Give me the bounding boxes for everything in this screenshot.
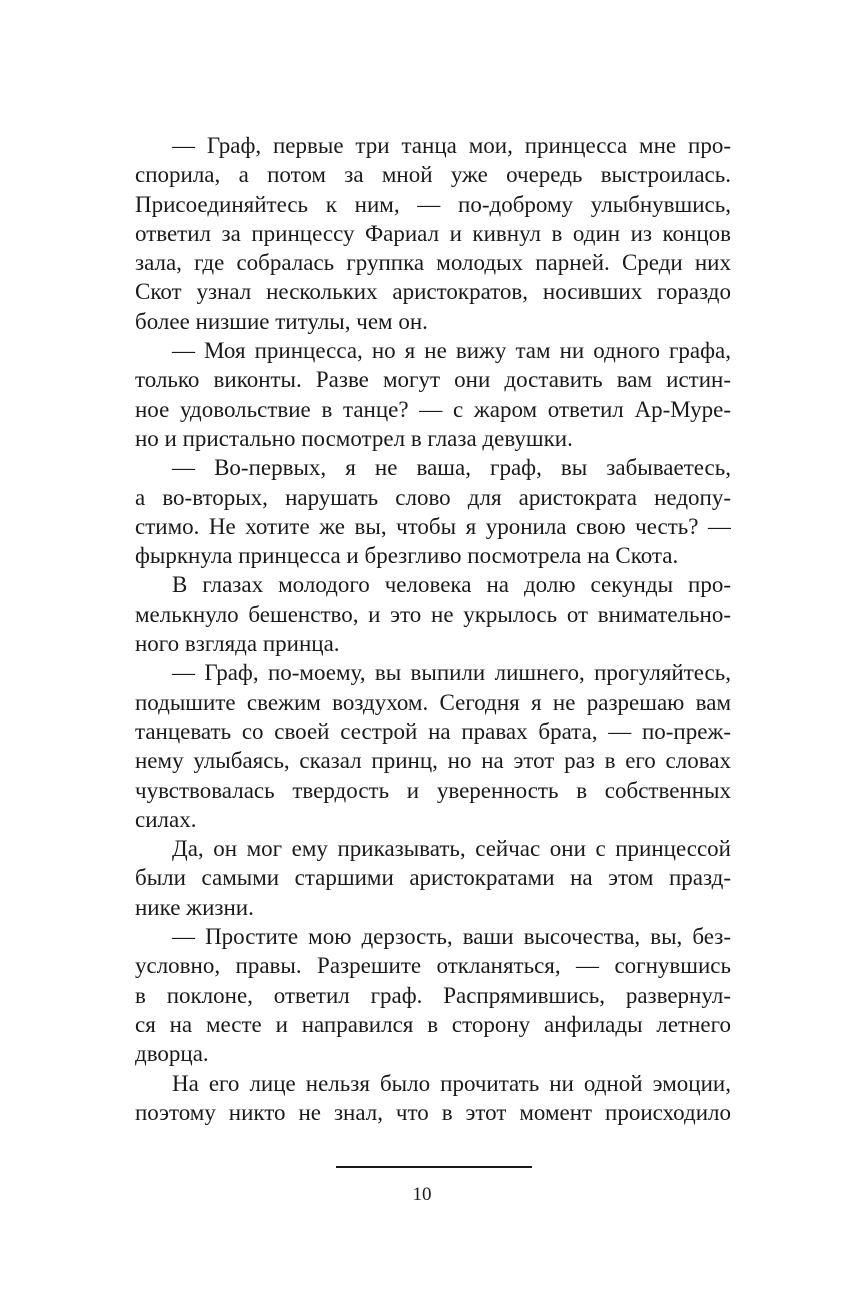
text-line: но и пристально посмотрел в глаза девушки. bbox=[135, 425, 573, 451]
text-line: ся на месте и направился в сторону анфилады летнего bbox=[135, 1011, 731, 1037]
text-line: а во-вторых, нарушать слово для аристократа недопу- bbox=[135, 484, 731, 510]
text-line: только виконты. Разве могут они доставить вам истин- bbox=[135, 367, 731, 393]
footer-rule bbox=[336, 1166, 532, 1168]
text-line: нему улыбаясь, сказал принц, но на этот раз в его словах bbox=[135, 748, 731, 774]
text-line: чувствовалась твердость и уверенность в собственных bbox=[135, 777, 731, 803]
text-line: ного взгляда принца. bbox=[135, 631, 340, 657]
text-line: Да, он мог ему приказывать, сейчас они с принцессой bbox=[172, 836, 731, 862]
text-line: зала, где собралась группка молодых парней. Среди них bbox=[135, 250, 731, 276]
text-line: ное удовольствие в танце? — с жаром ответил Ар-Муре- bbox=[135, 396, 731, 422]
text-line: условно, правы. Разрешите откланяться, — согнувшись bbox=[135, 953, 731, 979]
text-line: стимо. Не хотите же вы, чтобы я уронила свою честь? — bbox=[135, 513, 731, 539]
text-line: Скот узнал нескольких аристократов, носивших гораздо bbox=[135, 279, 731, 305]
text-line: Присоединяйтесь к ним, — по-доброму улыбнувшись, bbox=[135, 191, 731, 217]
body-text bbox=[135, 131, 731, 1127]
text-line: были самыми старшими аристократами на этом празд- bbox=[135, 865, 731, 891]
page-number: 10 bbox=[412, 1184, 432, 1205]
text-line: В глазах молодого человека на долю секунды про- bbox=[172, 572, 731, 598]
text-line: подышите свежим воздухом. Сегодня я не разрешаю вам bbox=[135, 689, 731, 715]
text-line: — Граф, по-моему, вы выпили лишнего, прогуляйтесь, bbox=[172, 660, 731, 686]
text-line: поэтому никто не знал, что в этот момент происходило bbox=[135, 1099, 731, 1125]
text-line: спорила, а потом за мной уже очередь выстроилась. bbox=[135, 162, 731, 188]
text-line: — Простите мою дерзость, ваши высочества, вы, без- bbox=[172, 924, 731, 950]
text-line: — Во-первых, я не ваша, граф, вы забываетесь, bbox=[172, 455, 731, 481]
text-line: На его лице нельзя было прочитать ни одной эмоции, bbox=[172, 1070, 731, 1096]
text-line: фыркнула принцесса и брезгливо посмотрела на Скота. bbox=[135, 543, 679, 569]
text-line: — Граф, первые три танца мои, принцесса мне про- bbox=[172, 133, 731, 158]
text-line: мелькнуло бешенство, и это не укрылось от внимательно- bbox=[135, 601, 731, 627]
text-line: — Моя принцесса, но я не вижу там ни одного графа, bbox=[172, 338, 731, 364]
text-line: ответил за принцессу Фариал и кивнул в один из концов bbox=[135, 220, 731, 246]
text-line: в поклоне, ответил граф. Распрямившись, развернул- bbox=[135, 982, 731, 1008]
text-line: силах. bbox=[135, 806, 197, 832]
text-line: нике жизни. bbox=[135, 894, 254, 920]
text-line: танцевать со своей сестрой на правах брата, — по-преж- bbox=[135, 718, 731, 744]
text-line: более низшие титулы, чем он. bbox=[135, 308, 428, 334]
text-line: дворца. bbox=[135, 1041, 209, 1067]
